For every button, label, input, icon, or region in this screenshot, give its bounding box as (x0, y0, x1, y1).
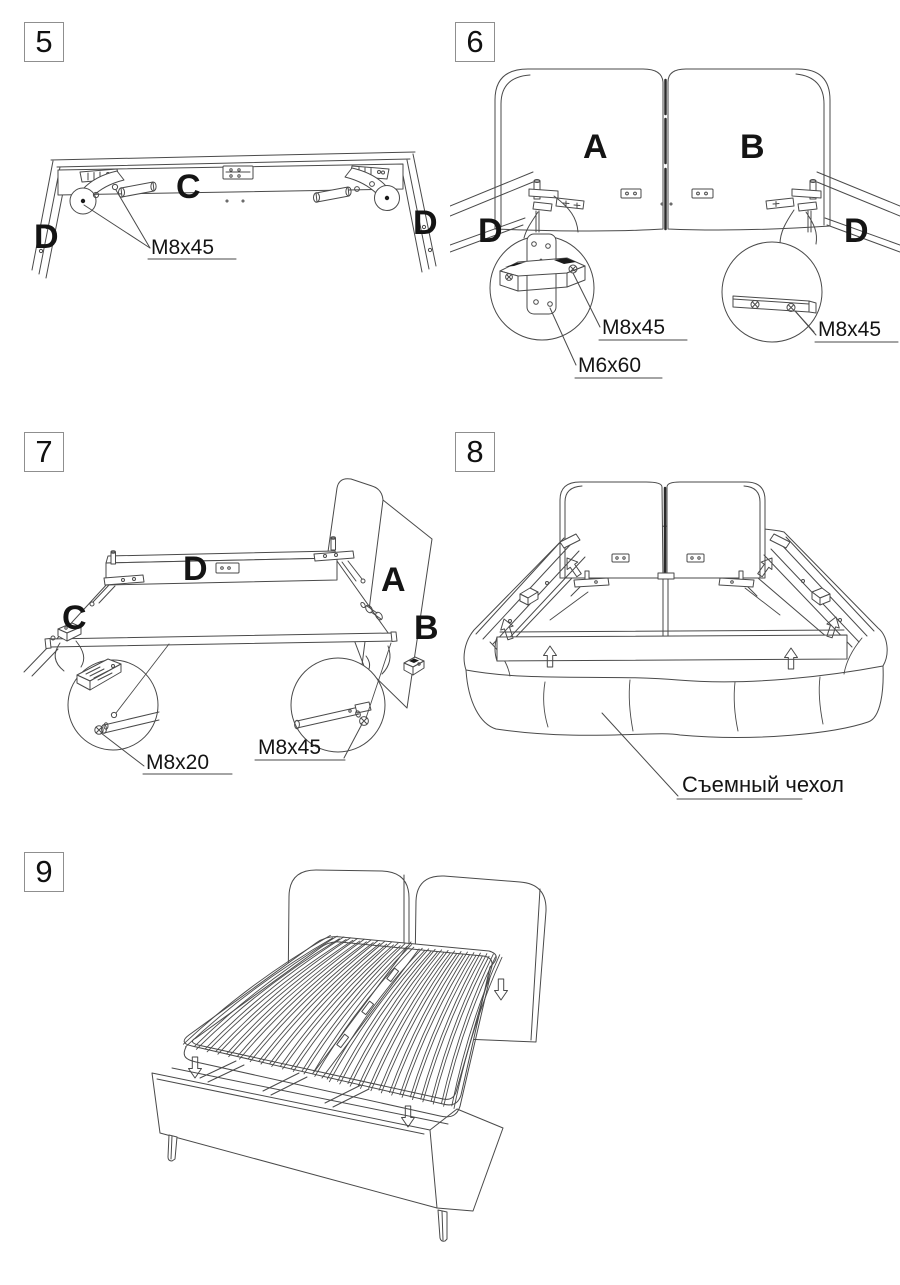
part-label-d-left: D (478, 212, 503, 250)
hardware-label-m6x60: M6x60 (578, 354, 642, 377)
part-label-d: D (183, 550, 208, 588)
step-6-number-box: 6 (455, 22, 495, 62)
hardware-label-m8x45: M8x45 (151, 236, 215, 259)
step-5-panel (20, 20, 450, 325)
part-label-b: B (414, 609, 439, 647)
part-label-b: B (740, 128, 765, 166)
part-label-c: C (176, 168, 201, 206)
step-7-diagram (20, 430, 450, 810)
part-label-c: C (62, 599, 87, 637)
zoom-circle-left (490, 234, 594, 340)
hardware-label-m8x45-left: M8x45 (602, 316, 666, 339)
step-9-number-box: 9 (24, 852, 64, 892)
step-9-diagram (20, 845, 880, 1280)
zoom-circle-right (722, 242, 822, 342)
hardware-label-m8x45-right: M8x45 (818, 318, 882, 341)
part-label-a: A (381, 561, 406, 599)
step-9-panel (20, 845, 880, 1285)
step-7-number-box: 7 (24, 432, 64, 472)
part-label-d-right: D (844, 212, 869, 250)
cover-label: Съемный чехол (682, 772, 844, 797)
part-label-a: A (583, 128, 608, 166)
step-7-panel (20, 430, 450, 815)
part-label-d-right: D (413, 204, 438, 242)
step-6-diagram (450, 20, 900, 400)
step-6-panel (450, 20, 900, 405)
step-8-panel (450, 430, 900, 815)
step-5-diagram (20, 20, 450, 320)
hardware-label-m8x20: M8x20 (146, 751, 210, 774)
step-8-diagram (450, 430, 900, 810)
step-8-number-box: 8 (455, 432, 495, 472)
headboard-right (667, 482, 765, 578)
part-label-d-left: D (34, 218, 59, 256)
step-5-number-box: 5 (24, 22, 64, 62)
mounting-plates (621, 189, 713, 198)
hardware-label-m8x45: M8x45 (258, 736, 322, 759)
